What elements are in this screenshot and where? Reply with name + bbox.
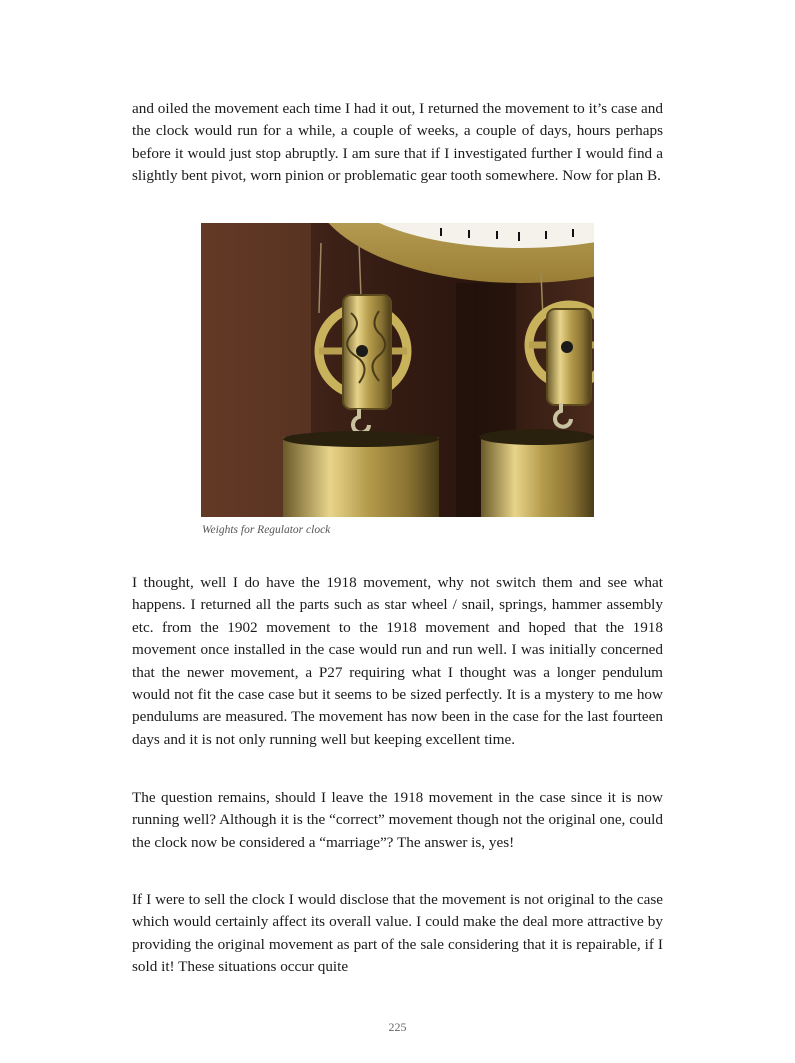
paragraph-text: If I were to sell the clock I would disclose that the movement is not original to the case which would certainly affect its overall value. I could make the deal more attractive by providing the original movement as part of the sale considering that it is repairable, if I sold it! These situations occur quite xyxy=(132,891,663,976)
paragraph-text: I thought, well I do have the 1918 movement, why not switch them and see what happens. I returned all the parts such as star wheel / snail, springs, hammer assembly etc. from the 1902 movement to the 1918 movement and hoped that the 1918 movement once installed in the case would run and run well. I was initially concerned that the newer movement, a P27 requiring what I thought was a longer pendulum would not fit the case case but it seems to be sized perfectly. It is a mystery to me how pendulums are measured. The movement has now been in the case for the last fourteen days and it is not only running well but keeping excellent time. xyxy=(132,574,663,748)
paragraph-top xyxy=(132,98,663,188)
paragraph-text: The question remains, should I leave the 1918 movement in the case since it is now running well? Although it is the “correct” movement though not the original one, could the clock now be considered a “marriage”? The answer is, yes! xyxy=(132,789,663,851)
paragraph-2 xyxy=(132,572,663,751)
paragraph-text: and oiled the movement each time I had it out, I returned the movement to it’s case and the clock would run for a while, a couple of weeks, a couple of days, hours perhaps before it would just stop abruptly. I am sure that if I investigated further I would find a slightly bent pivot, worn pinion or problematic gear tooth somewhere. Now for plan B. xyxy=(132,100,663,185)
paragraph-3 xyxy=(132,787,663,854)
figure-caption: Weights for Regulator clock xyxy=(202,524,331,536)
paragraph-4 xyxy=(132,889,663,979)
clock-weights-photo xyxy=(201,223,594,517)
page-number: 225 xyxy=(388,1020,407,1034)
